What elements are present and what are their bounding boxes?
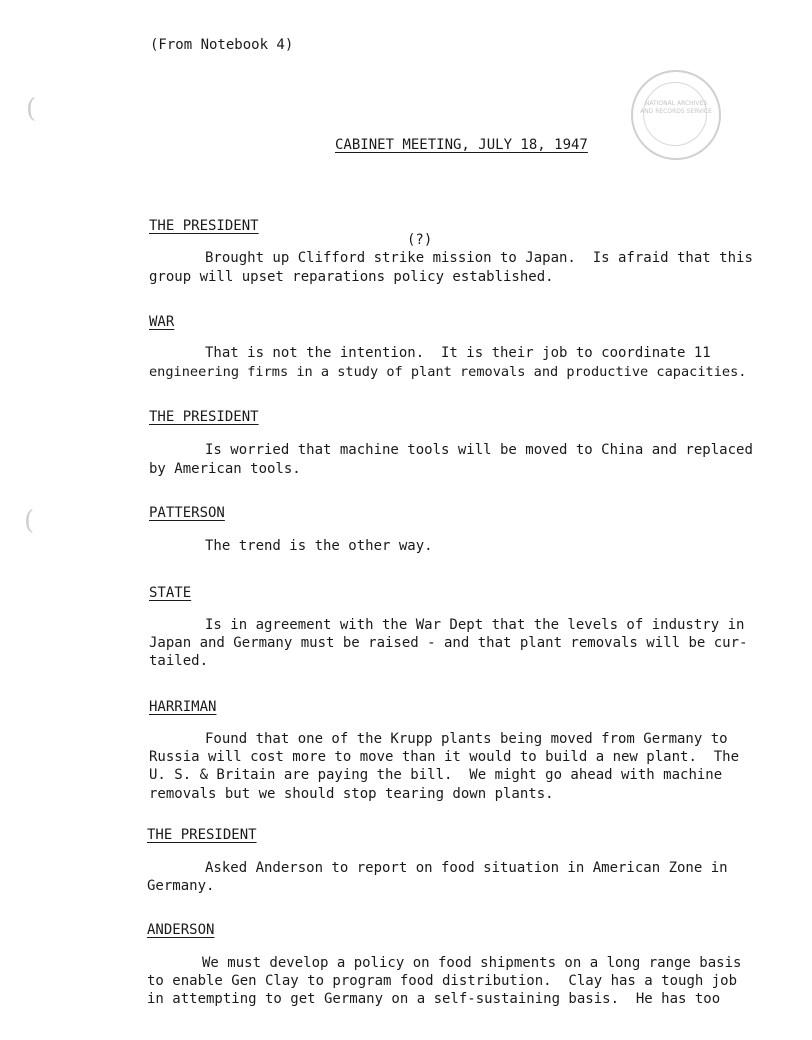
paragraph-line: removals but we should stop tearing down plants. [149,786,554,802]
paragraph-line: Russia will cost more to move than it would to build a new plant. The [149,749,740,765]
archive-stamp [631,70,721,160]
document-title: CABINET MEETING, JULY 18, 1947 [335,137,588,153]
paragraph-line: in attempting to get Germany on a self-sustaining basis. He has too [147,991,721,1007]
margin-mark: ( [26,94,37,124]
paragraph-line: The trend is the other way. [205,538,433,554]
speaker-heading: PATTERSON [149,505,225,521]
paragraph-line: Brought up Clifford strike mission to Japan. Is afraid that this [205,250,753,266]
query-mark: (?) [407,232,433,248]
paragraph-line: group will upset reparations policy established. [149,269,554,285]
speaker-heading: HARRIMAN [149,699,217,715]
speaker-heading: STATE [149,585,192,601]
paragraph-line: Asked Anderson to report on food situation in American Zone in [205,860,728,876]
paragraph-line: We must develop a policy on food shipments on a long range basis [202,955,742,971]
archive-stamp-text: NATIONAL ARCHIVES AND RECORDS SERVICE [640,100,712,115]
paragraph-line: by American tools. [149,461,301,477]
paragraph-line: Japan and Germany must be raised - and that plant removals will be cur- [149,635,748,651]
speaker-heading: THE PRESIDENT [149,218,259,234]
margin-mark: ( [24,506,35,536]
paragraph-line: That is not the intention. It is their job to coordinate 11 [205,345,711,361]
speaker-heading: ANDERSON [147,922,215,938]
paragraph-line: Is worried that machine tools will be moved to China and replaced [205,442,753,458]
paragraph-line: U. S. & Britain are paying the bill. We might go ahead with machine [149,767,723,783]
paragraph-line: engineering firms in a study of plant removals and productive capacities. [149,364,747,380]
speaker-heading: THE PRESIDENT [149,409,259,425]
paragraph-line: tailed. [149,653,209,669]
notebook-note: (From Notebook 4) [150,37,294,53]
speaker-heading: THE PRESIDENT [147,827,257,843]
speaker-heading: WAR [149,314,175,330]
paragraph-line: Germany. [147,878,215,894]
paragraph-line: to enable Gen Clay to program food distribution. Clay has a tough job [147,973,738,989]
paragraph-line: Found that one of the Krupp plants being moved from Germany to [205,731,728,747]
paragraph-line: Is in agreement with the War Dept that the levels of industry in [205,617,745,633]
